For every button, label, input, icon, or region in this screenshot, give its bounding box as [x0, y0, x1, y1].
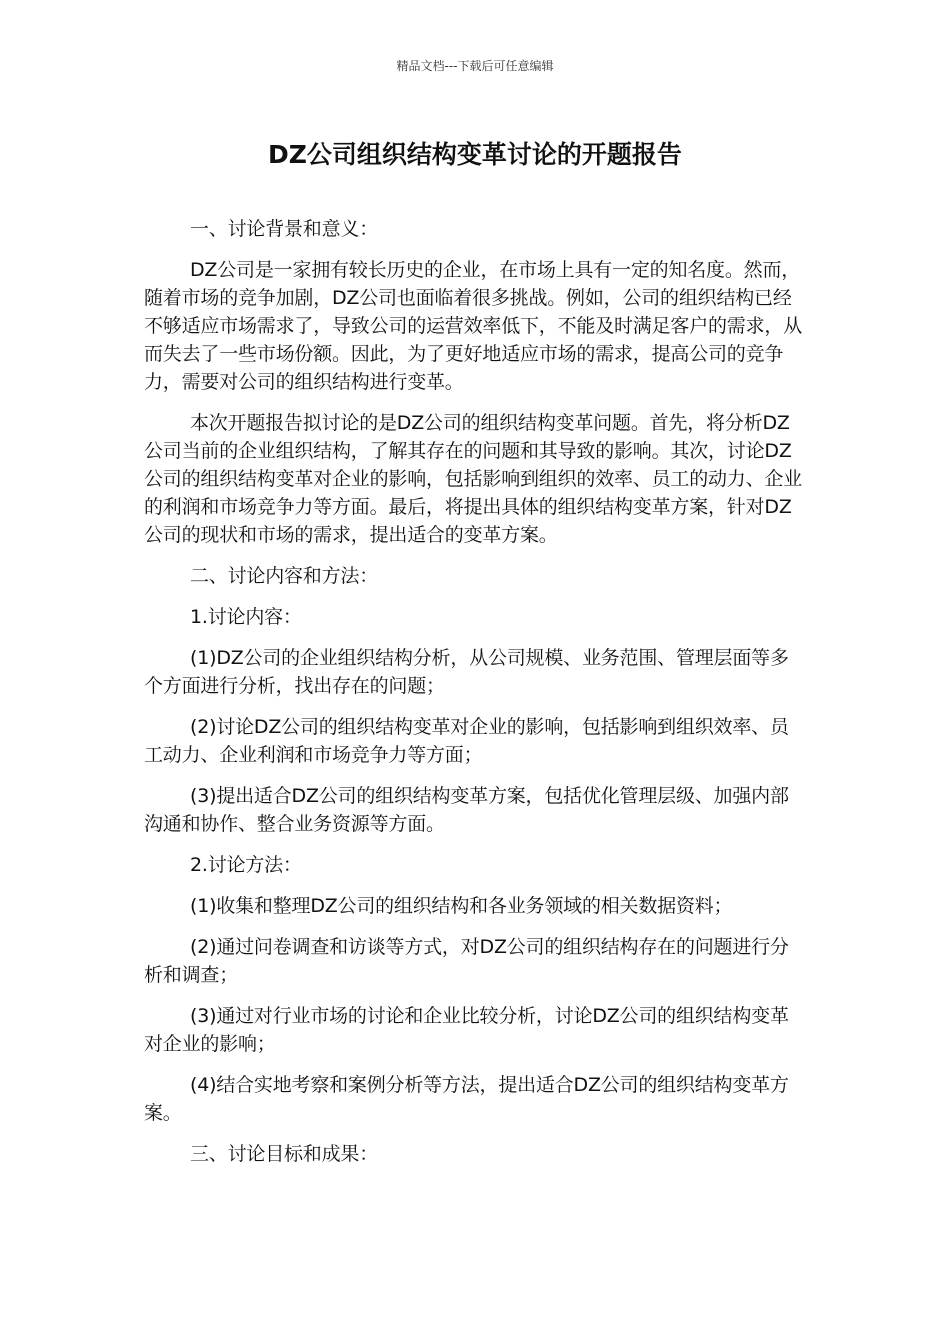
subheading-content: 1.讨论内容： — [190, 606, 302, 628]
section-heading-goals: 三、讨论目标和成果： — [190, 1143, 379, 1165]
section-heading-content-methods: 二、讨论内容和方法： — [190, 565, 379, 587]
method-item-1: (1)收集和整理DZ公司的组织结构和各业务领域的相关数据资料； — [190, 895, 733, 917]
paragraph-background: DZ公司是一家拥有较长历史的企业，在市场上具有一定的知名度。然而，随着市场的竞争加剧，DZ公司也面临着很多挑战。例如，公司的组织结构已经不够适应市场需求了，导致公司的运营效率低下，不能及时满足客户的需求，从而失去了一些市场份额。因此，为了更好地适应市场的需求，提高公司的竞争力，需要对公司的组织结构进行变革。 — [144, 259, 803, 393]
document-title: DZ公司组织结构变革讨论的开题报告 — [268, 140, 682, 169]
method-item-3: (3)通过对行业市场的讨论和企业比较分析，讨论DZ公司的组织结构变革对企业的影响； — [144, 1005, 789, 1055]
section-heading-background: 一、讨论背景和意义： — [190, 218, 379, 240]
subheading-methods: 2.讨论方法： — [190, 854, 302, 876]
paragraph-report-scope: 本次开题报告拟讨论的是DZ公司的组织结构变革问题。首先，将分析DZ公司当前的企业组织结构，了解其存在的问题和其导致的影响。其次，讨论DZ公司的组织结构变革对企业的影响，包括影响到组织的效率、员工的动力、企业的利润和市场竞争力等方面。最后，将提出具体的组织结构变革方案，针对DZ公司的现状和市场的需求，提出适合的变革方案。 — [144, 412, 803, 546]
method-item-2: (2)通过问卷调查和访谈等方式，对DZ公司的组织结构存在的问题进行分析和调查； — [144, 936, 789, 986]
content-item-3: (3)提出适合DZ公司的组织结构变革方案，包括优化管理层级、加强内部沟通和协作、整合业务资源等方面。 — [144, 785, 789, 835]
content-item-2: (2)讨论DZ公司的组织结构变革对企业的影响，包括影响到组织效率、员工动力、企业利润和市场竞争力等方面； — [144, 716, 789, 766]
method-item-4: (4)结合实地考察和案例分析等方法，提出适合DZ公司的组织结构变革方案。 — [144, 1074, 789, 1124]
content-item-1: (1)DZ公司的企业组织结构分析，从公司规模、业务范围、管理层面等多个方面进行分析，找出存在的问题； — [144, 647, 789, 697]
document-body — [144, 215, 806, 1181]
page-header: 精品文档---下载后可任意编辑 — [396, 59, 554, 73]
